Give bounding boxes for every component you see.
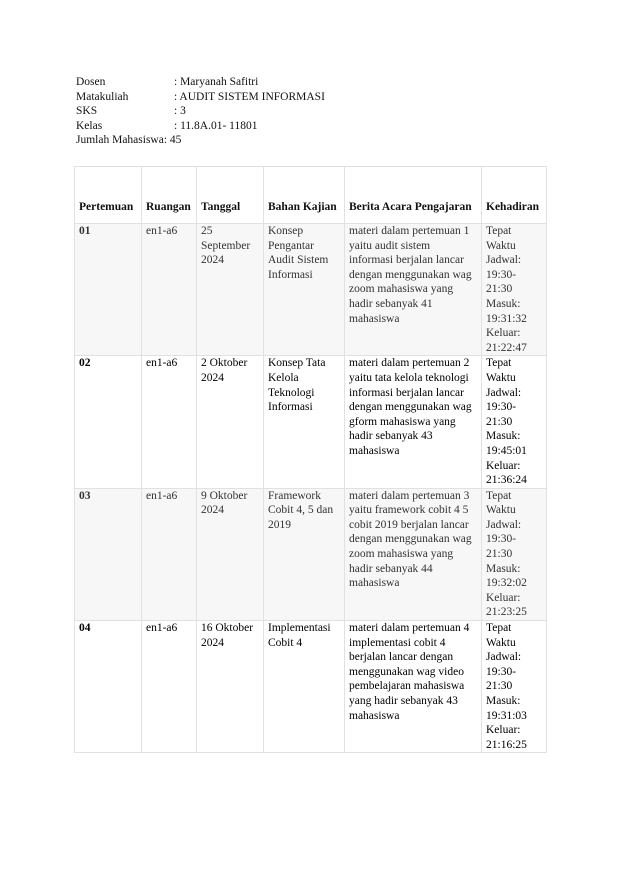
- info-row-kelas: [76, 119, 325, 134]
- cell-bahan-kajian: Implementasi Cobit 4: [264, 621, 345, 753]
- kehadiran-status: Tepat Waktu: [486, 357, 516, 384]
- kelas-value: : 11.8A.01- 11801: [174, 119, 258, 132]
- cell-ruangan: en1-a6: [142, 621, 197, 753]
- cell-pertemuan: 04: [75, 621, 142, 753]
- header-bahan-kajian: Bahan Kajian: [264, 167, 345, 224]
- cell-tanggal: 25 September 2024: [197, 224, 264, 356]
- matakuliah-label: Matakuliah: [76, 90, 129, 103]
- kehadiran-keluar: Keluar: 21:23:25: [486, 591, 527, 619]
- kehadiran-status: Tepat Waktu: [486, 622, 516, 649]
- cell-bahan-kajian: Konsep Pengantar Audit Sistem Informasi: [264, 224, 345, 356]
- cell-ruangan: en1-a6: [142, 224, 197, 356]
- cell-kehadiran: [482, 488, 547, 620]
- dosen-label: Dosen: [76, 76, 106, 88]
- cell-kehadiran: [482, 224, 547, 356]
- attendance-table: [74, 166, 547, 753]
- info-row-dosen: [76, 75, 325, 90]
- sks-value: : 3: [174, 105, 186, 117]
- kehadiran-jadwal: Jadwal: 19:30-21:30: [486, 518, 522, 561]
- cell-berita-acara: materi dalam pertemuan 1 yaitu audit sistem informasi berjalan lancar dengan menggunakan wag zoom mahasiswa yang hadir sebanyak 41 mahasiswa: [345, 224, 482, 356]
- cell-pertemuan: 02: [75, 356, 142, 488]
- kehadiran-jadwal: Jadwal: 19:30-21:30: [486, 254, 522, 296]
- cell-berita-acara: materi dalam pertemuan 3 yaitu framework cobit 4 5 cobit 2019 berjalan lancar dengan menggunakan wag zoom mahasiswa yang hadir sebanyak 44 mahasiswa: [345, 488, 482, 620]
- dosen-value: : Maryanah Safitri: [174, 76, 259, 88]
- info-row-jumlah: [76, 133, 325, 148]
- table-row: [75, 621, 547, 753]
- kelas-label: Kelas: [76, 119, 103, 132]
- table-row: [75, 224, 547, 356]
- jumlah-value: : 45: [163, 134, 182, 146]
- cell-tanggal: 2 Oktober 2024: [197, 356, 264, 488]
- info-row-matakuliah: [76, 90, 325, 105]
- matakuliah-value: : AUDIT SISTEM INFORMASI: [174, 90, 325, 103]
- kehadiran-masuk: Masuk: 19:45:01: [486, 430, 527, 457]
- cell-ruangan: en1-a6: [142, 356, 197, 488]
- table-row: [75, 488, 547, 620]
- kehadiran-jadwal: Jadwal: 19:30-21:30: [486, 651, 522, 693]
- cell-berita-acara: materi dalam pertemuan 2 yaitu tata kelola teknologi informasi berjalan lancar dengan menggunakan wag gform mahasiswa yang hadir sebanyak 43 mahasiswa: [345, 356, 482, 488]
- header-kehadiran: Kehadiran: [482, 167, 547, 224]
- cell-ruangan: en1-a6: [142, 488, 197, 620]
- header-pertemuan: Pertemuan: [75, 167, 142, 224]
- kehadiran-masuk: Masuk: 19:31:32: [486, 297, 527, 325]
- kehadiran-keluar: Keluar: 21:36:24: [486, 459, 527, 487]
- header-berita-acara: Berita Acara Pengajaran: [345, 167, 482, 224]
- table-header-row: [75, 167, 547, 224]
- kehadiran-keluar: Keluar: 21:16:25: [486, 724, 527, 751]
- cell-pertemuan: 01: [75, 224, 142, 356]
- cell-bahan-kajian: Framework Cobit 4, 5 dan 2019: [264, 488, 345, 620]
- cell-kehadiran: [482, 356, 547, 488]
- kehadiran-masuk: Masuk: 19:31:03: [486, 695, 527, 722]
- table-row: [75, 356, 547, 488]
- kehadiran-keluar: Keluar: 21:22:47: [486, 327, 527, 354]
- kehadiran-status: Tepat Waktu: [486, 225, 516, 252]
- kehadiran-masuk: Masuk: 19:32:02: [486, 562, 527, 590]
- header-tanggal: Tanggal: [197, 167, 264, 224]
- jumlah-label: Jumlah Mahasiswa: [76, 134, 164, 146]
- cell-kehadiran: [482, 621, 547, 753]
- sks-label: SKS: [76, 105, 98, 117]
- kehadiran-jadwal: Jadwal: 19:30-21:30: [486, 386, 522, 428]
- course-info: [76, 75, 325, 148]
- cell-bahan-kajian: Konsep Tata Kelola Teknologi Informasi: [264, 356, 345, 488]
- cell-pertemuan: 03: [75, 488, 142, 620]
- header-ruangan: Ruangan: [142, 167, 197, 224]
- cell-berita-acara: materi dalam pertemuan 4 implementasi cobit 4 berjalan lancar dengan menggunakan wag video pembelajaran mahasiswa yang hadir sebanyak 43 mahasiswa: [345, 621, 482, 753]
- info-row-sks: [76, 104, 325, 119]
- cell-tanggal: 9 Oktober 2024: [197, 488, 264, 620]
- cell-tanggal: 16 Oktober 2024: [197, 621, 264, 753]
- kehadiran-status: Tepat Waktu: [486, 489, 516, 517]
